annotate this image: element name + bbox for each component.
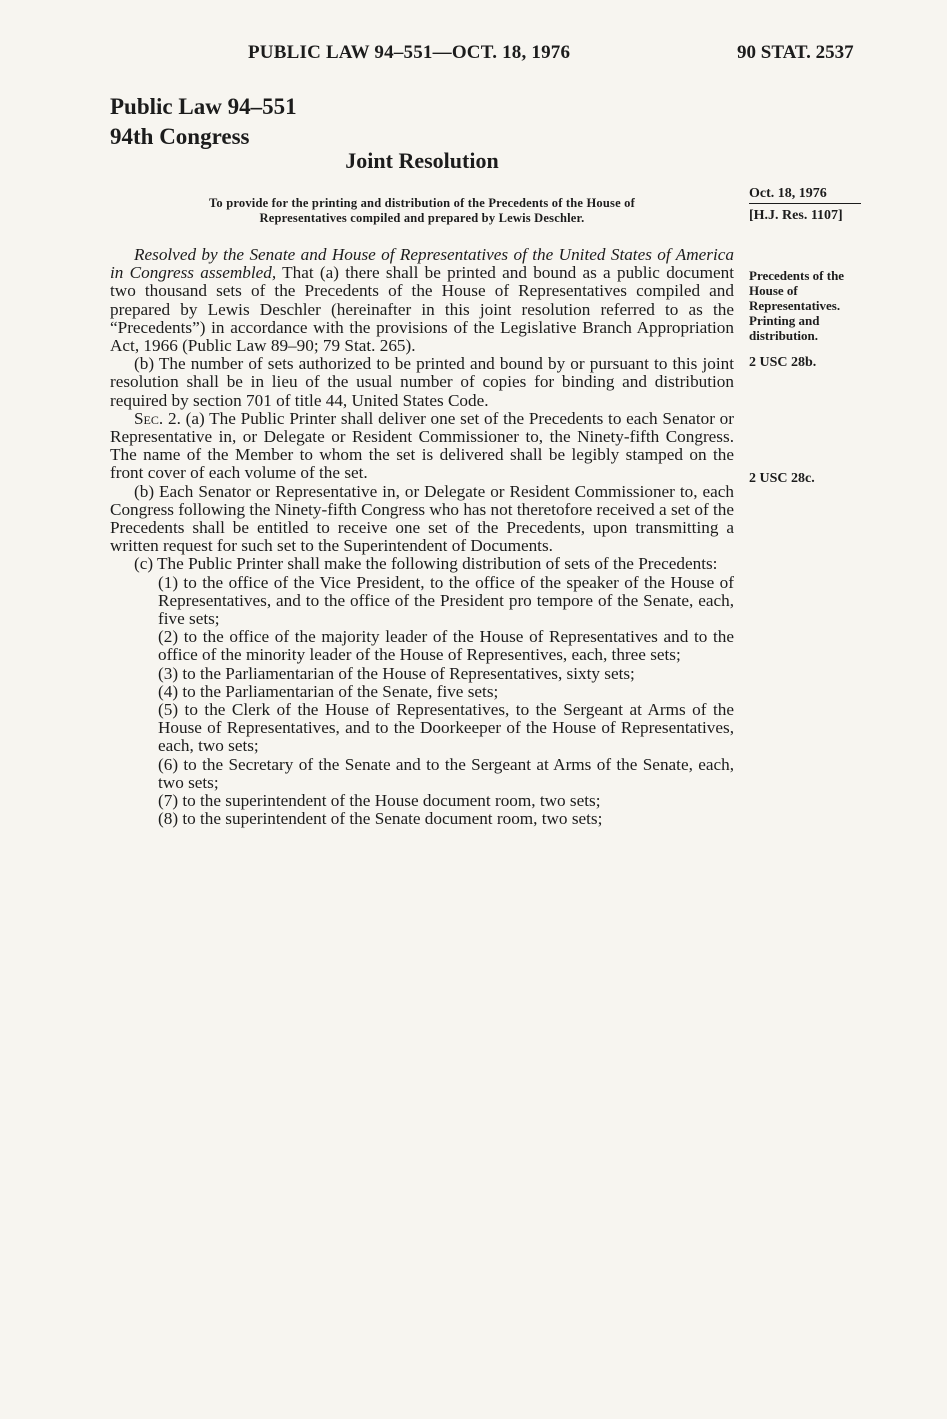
subject-line: Representatives.: [749, 298, 841, 313]
list-item: (6) to the Secretary of the Senate and to the Sergeant at Arms of the Senate, each, two sets;: [158, 754, 734, 792]
usc-citation-28b: 2 USC 28b.: [749, 355, 817, 370]
list-item: (2) to the office of the majority leader of the House of Representatives and to the office of the minority leader of the House of Representives, each, three sets;: [158, 627, 734, 665]
section-2-a: [110, 410, 734, 483]
list-item: (5) to the Clerk of the House of Representatives, to the Sergeant at Arms of the House of Representatives, and to the Doorkeeper of the House of Representatives, each, two sets;: [158, 700, 734, 756]
list-item: (3) to the Parliamentarian of the House of Representatives, sixty sets;: [158, 663, 635, 683]
enactment-date: Oct. 18, 1976: [749, 186, 861, 204]
resolution-body: [110, 246, 734, 829]
running-head: PUBLIC LAW 94–551—OCT. 18, 1976: [248, 42, 571, 63]
subject-line: distribution.: [749, 328, 818, 343]
congress-label: 94th Congress: [110, 124, 250, 149]
section-2-a-text: 2. (a) The Public Printer shall deliver one set of the Precedents to each Senator or Representative in, or Delegate or Resident Commissioner to, the Ninety-fifth Congress. The name of the Member to whom the set is delivered shall be legibly stamped on the front cover of each volume of the set.: [110, 408, 734, 483]
section-1-b: (b) The number of sets authorized to be printed and bound by or pursuant to this joint resolution shall be in lieu of the usual number of copies for binding and distribution required by section 701 of title 44, United States Code.: [110, 354, 734, 410]
section-2-c: (c) The Public Printer shall make the following distribution of sets of the Precedents:: [134, 554, 718, 574]
enacting-clause: Resolved by the Senate and House of Representatives of the United States of America in Congress assembled,: [110, 245, 734, 283]
public-law-number: Public Law 94–551: [110, 94, 297, 119]
subject-line: Printing and: [749, 313, 820, 328]
margin-subject-note: [749, 268, 879, 343]
list-item: (4) to the Parliamentarian of the Senate, five sets;: [158, 681, 499, 701]
subject-line: Precedents of the: [749, 268, 845, 283]
section-2-b: (b) Each Senator or Representative in, or Delegate or Resident Commissioner to, each Congress following the Ninety-fifth Congress who has not theretofore received a set of the Precedents shall be entitled to receive one set of the Precedents, upon transmitting a written request for such set to the Superintendent of Documents.: [110, 481, 734, 556]
section-label: Sec.: [134, 408, 164, 428]
usc-citation-28c: 2 USC 28c.: [749, 471, 815, 486]
margin-date: [749, 186, 879, 204]
list-item: (7) to the superintendent of the House document room, two sets;: [158, 791, 601, 811]
list-item: (1) to the office of the Vice President, to the office of the speaker of the House of Representatives, and to the office of the President pro tempore of the Senate, each, five sets;: [158, 572, 734, 629]
purpose-statement: [110, 196, 734, 226]
section-1-a-text: That (a) there shall be printed and bound as a public document two thousand sets of the Precedents of the House of Representatives compiled and prepared by Lewis Deschler (hereinafter in this joint resolution referred to as the “Precedents”) in accordance with the provisions of the Legislative Branch Appropriation Act, 1966 (Public Law 89–90; 79 Stat. 265).: [110, 263, 734, 356]
document-title: Joint Resolution: [345, 148, 499, 173]
statute-citation: 90 STAT. 2537: [737, 42, 854, 63]
purpose-line: Representatives compiled and prepared by Lewis Deschler.: [259, 211, 585, 225]
purpose-line: To provide for the printing and distribution of the Precedents of the House of: [209, 196, 635, 210]
subject-line: House of: [749, 283, 798, 298]
section-1-a: [110, 246, 734, 355]
list-item: (8) to the superintendent of the Senate document room, two sets;: [158, 809, 603, 829]
bill-number: [H.J. Res. 1107]: [749, 208, 843, 223]
